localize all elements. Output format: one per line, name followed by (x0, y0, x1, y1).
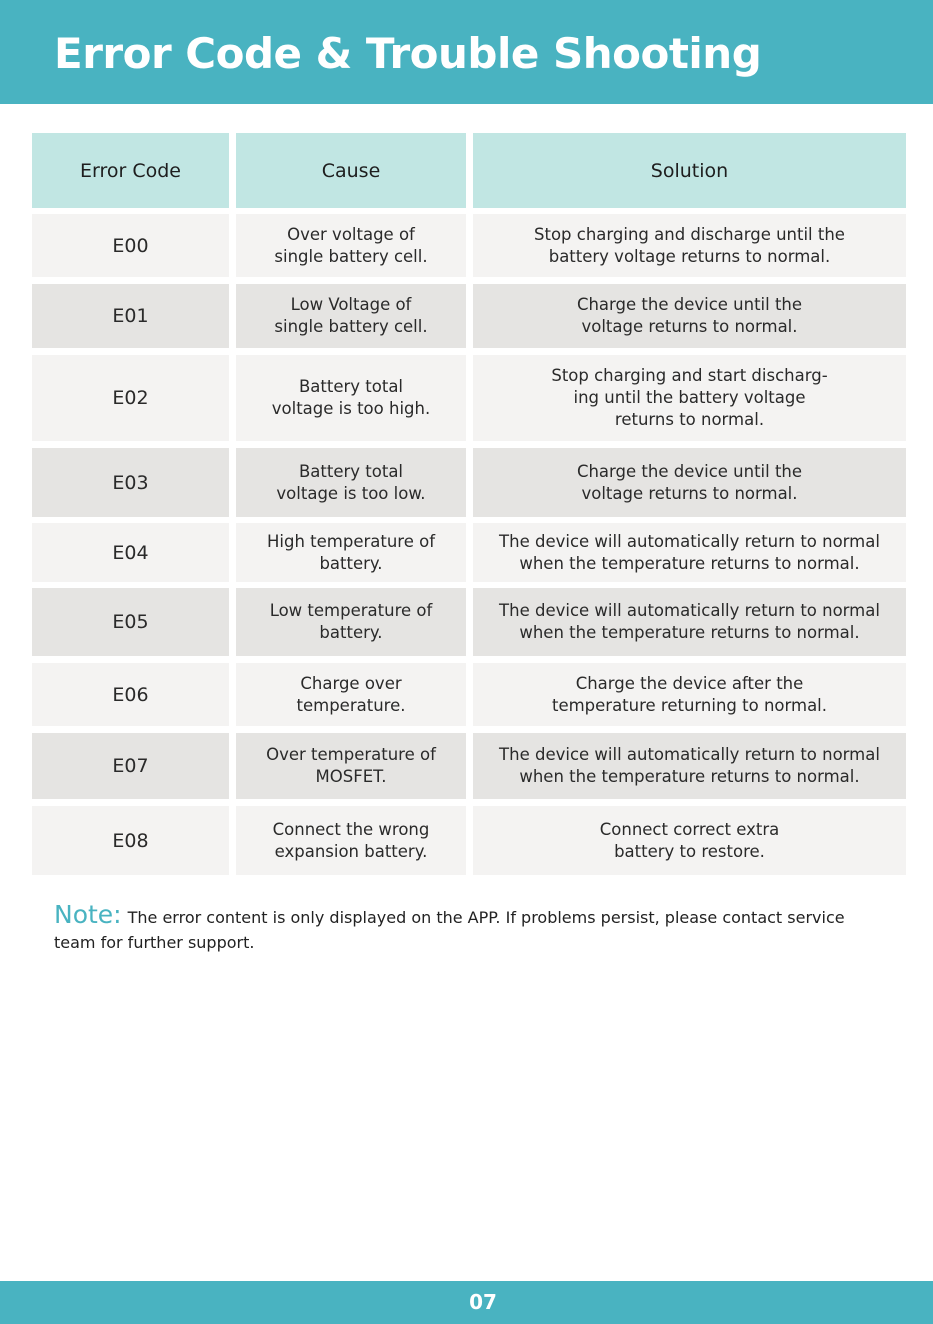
error-code-cell: E03 (32, 448, 229, 517)
table-row (32, 588, 906, 656)
table-row (32, 806, 906, 875)
solution-cell: Charge the device until the voltage returns to normal. (473, 284, 906, 348)
solution-cell: Stop charging and start discharg- ing until the battery voltage returns to normal. (473, 355, 906, 441)
table-row (32, 523, 906, 582)
page-title: Error Code & Trouble Shooting (54, 29, 762, 78)
error-code-cell: E05 (32, 588, 229, 656)
header-cause: Cause (236, 133, 466, 208)
error-code-cell: E02 (32, 355, 229, 441)
error-code-cell: E01 (32, 284, 229, 348)
header-solution: Solution (473, 133, 906, 208)
note-label: Note: (54, 900, 122, 929)
solution-cell: Charge the device until the voltage returns to normal. (473, 448, 906, 517)
header-bar (0, 0, 933, 104)
error-code-cell: E00 (32, 214, 229, 277)
solution-cell: The device will automatically return to normal when the temperature returns to normal. (473, 733, 906, 799)
solution-cell: Stop charging and discharge until the battery voltage returns to normal. (473, 214, 906, 277)
cause-cell: Battery total voltage is too high. (236, 355, 466, 441)
cause-cell: Connect the wrong expansion battery. (236, 806, 466, 875)
table-header-row (32, 133, 906, 208)
solution-cell: Connect correct extra battery to restore. (473, 806, 906, 875)
page-number: 07 (469, 1290, 497, 1314)
solution-cell: Charge the device after the temperature returning to normal. (473, 663, 906, 726)
solution-cell: The device will automatically return to normal when the temperature returns to normal. (473, 523, 906, 582)
header-error-code: Error Code (32, 133, 229, 208)
error-code-cell: E06 (32, 663, 229, 726)
cause-cell: Battery total voltage is too low. (236, 448, 466, 517)
cause-cell: Low temperature of battery. (236, 588, 466, 656)
table-row (32, 355, 906, 441)
error-code-cell: E04 (32, 523, 229, 582)
table-row (32, 733, 906, 799)
cause-cell: Over temperature of MOSFET. (236, 733, 466, 799)
table-row (32, 284, 906, 348)
footer-bar (0, 1281, 933, 1324)
note-text: The error content is only displayed on the APP. If problems persist, please contact service team for further support. (54, 908, 845, 952)
table-row (32, 663, 906, 726)
note-paragraph (54, 902, 854, 955)
cause-cell: Over voltage of single battery cell. (236, 214, 466, 277)
table-row (32, 448, 906, 517)
cause-cell: Low Voltage of single battery cell. (236, 284, 466, 348)
error-code-cell: E07 (32, 733, 229, 799)
solution-cell: The device will automatically return to normal when the temperature returns to normal. (473, 588, 906, 656)
error-code-cell: E08 (32, 806, 229, 875)
cause-cell: High temperature of battery. (236, 523, 466, 582)
table-row (32, 214, 906, 277)
cause-cell: Charge over temperature. (236, 663, 466, 726)
